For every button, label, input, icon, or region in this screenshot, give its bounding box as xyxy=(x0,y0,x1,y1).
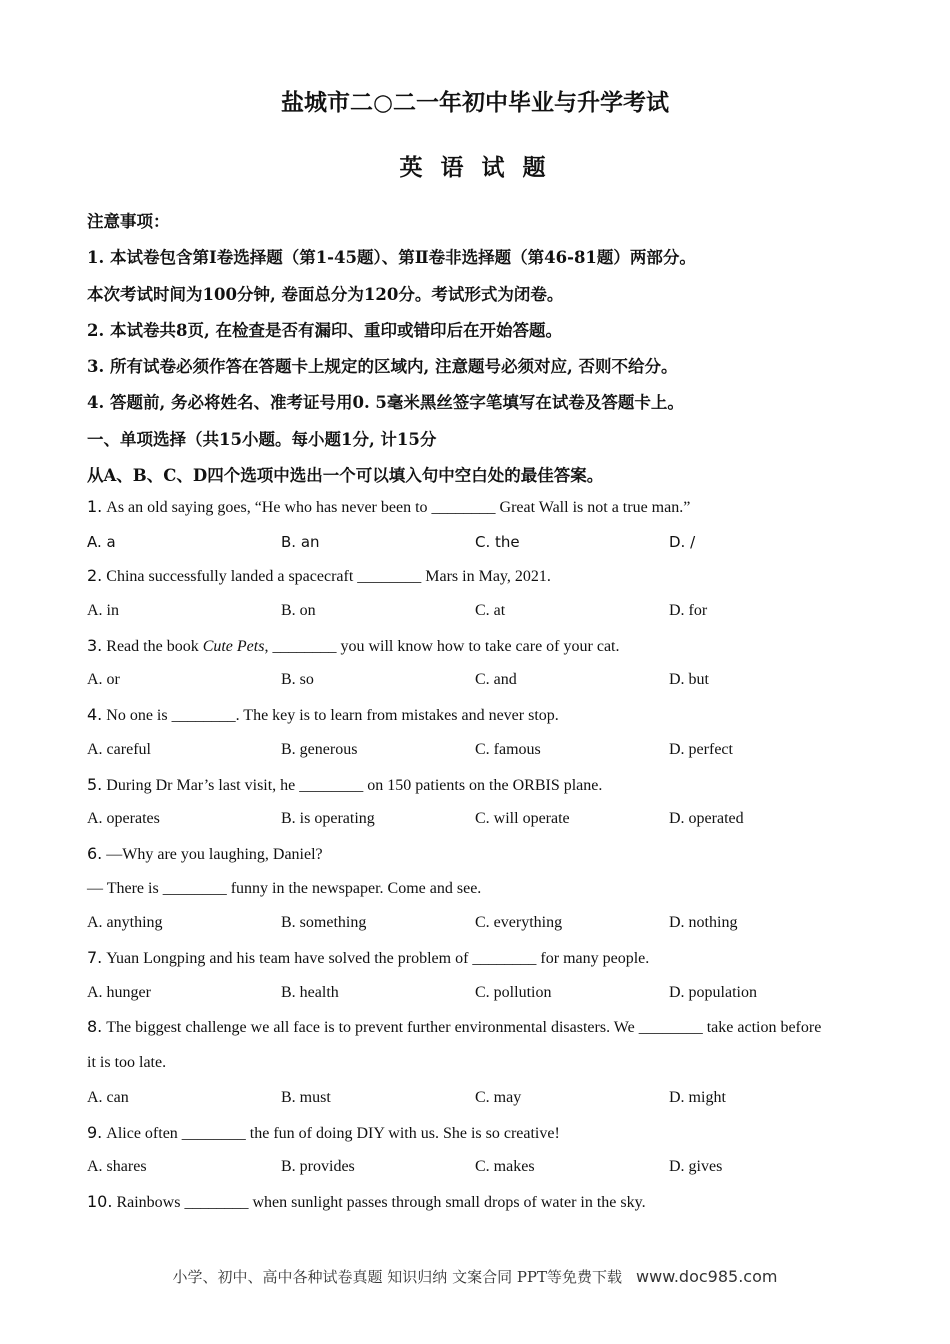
option-a: A. can xyxy=(87,1089,129,1106)
question-text: it is too late. xyxy=(87,1054,167,1072)
option-b: B. provides xyxy=(281,1158,355,1176)
question-number: 1. xyxy=(87,497,103,516)
note-line: 3. 所有试卷必须作答在答题卡上规定的区域内, 注意题号必须对应, 否则不给分。 xyxy=(87,357,678,377)
options-1 xyxy=(87,525,877,560)
options-7 xyxy=(87,976,877,1011)
question-3 xyxy=(87,629,877,664)
options-9 xyxy=(87,1150,877,1185)
question-6-line-2 xyxy=(87,872,877,907)
option-d: D. gives xyxy=(669,1158,723,1176)
question-text: The biggest challenge we all face is to prevent further environmental disasters. We ________ take action before xyxy=(106,1019,822,1037)
note-line: 2. 本试卷共8页, 在检查是否有漏印、重印或错印后在开始答题。 xyxy=(87,320,562,340)
question-9 xyxy=(87,1116,877,1151)
question-number: 8. xyxy=(87,1017,103,1037)
question-text: As an old saying goes, “He who has never been to ________ Great Wall is not a true man.” xyxy=(106,499,691,516)
question-text: No one is ________. The key is to learn from mistakes and never stop. xyxy=(106,707,559,725)
footer-url: www.doc985.com xyxy=(636,1267,778,1286)
section-instruction: 从A、B、C、D四个选项中选出一个可以填入句中空白处的最佳答案。 xyxy=(87,466,604,486)
question-2 xyxy=(87,559,877,594)
option-d: D. / xyxy=(669,532,696,551)
option-b: B. generous xyxy=(281,740,358,758)
question-number: 7. xyxy=(87,947,103,967)
options-8 xyxy=(87,1081,877,1116)
option-b: B. must xyxy=(281,1089,331,1106)
question-number: 9. xyxy=(87,1122,103,1142)
question-text: Alice often ________ the fun of doing DIY with us. She is so creative! xyxy=(106,1124,560,1142)
question-5 xyxy=(87,768,877,803)
option-c: C. the xyxy=(475,532,520,551)
exam-title: 盐城市二○二一年初中毕业与升学考试 xyxy=(280,89,670,116)
question-8 xyxy=(87,1010,877,1046)
question-7 xyxy=(87,941,877,976)
options-6 xyxy=(87,906,877,941)
question-text: Rainbows ________ when sunlight passes through small drops of water in the sky. xyxy=(116,1194,646,1212)
option-d: D. perfect xyxy=(669,740,733,758)
notes-heading: 注意事项： xyxy=(87,212,170,231)
option-d: D. nothing xyxy=(669,914,738,932)
question-text: During Dr Mar’s last visit, he ________ on 150 patients on the ORBIS plane. xyxy=(106,776,603,794)
options-4 xyxy=(87,733,877,768)
page-footer xyxy=(0,1266,950,1287)
option-b: B. health xyxy=(281,983,339,1001)
option-c: C. at xyxy=(475,602,506,620)
question-text-pre: Read the book xyxy=(106,637,203,655)
question-list xyxy=(87,490,877,1220)
exam-subtitle: 英 语 试 题 xyxy=(399,154,551,181)
option-a: A. in xyxy=(87,602,119,620)
option-a: A. shares xyxy=(87,1158,147,1176)
option-c: C. makes xyxy=(475,1158,535,1176)
options-5 xyxy=(87,802,877,837)
option-a: A. hunger xyxy=(87,983,151,1001)
option-b: B. is operating xyxy=(281,810,375,828)
footer-text: 小学、初中、高中各种试卷真题 知识归纳 文案合同 PPT等免费下载 xyxy=(172,1268,623,1286)
option-d: D. but xyxy=(669,671,709,689)
question-4 xyxy=(87,698,877,733)
option-a: A. a xyxy=(87,532,116,551)
question-8-line-2 xyxy=(87,1046,877,1081)
option-a: A. careful xyxy=(87,740,151,758)
question-1 xyxy=(87,490,877,525)
option-c: C. may xyxy=(475,1089,522,1106)
question-text: —Why are you laughing, Daniel? xyxy=(106,845,323,863)
option-c: C. will operate xyxy=(475,810,570,828)
question-number: 6. xyxy=(87,843,103,863)
option-c: C. and xyxy=(475,671,517,689)
question-number: 5. xyxy=(87,774,103,794)
options-2 xyxy=(87,594,877,629)
note-line: 1. 本试卷包含第Ⅰ卷选择题（第1-45题）、第Ⅱ卷非选择题（第46-81题）两部分。 xyxy=(87,248,696,268)
book-title: Cute Pets xyxy=(202,637,265,655)
option-d: D. might xyxy=(669,1089,726,1106)
option-a: A. or xyxy=(87,671,120,689)
section-heading: 一、单项选择（共15小题。每小题1分, 计15分 xyxy=(87,429,437,449)
note-line: 本次考试时间为100分钟, 卷面总分为120分。考试形式为闭卷。 xyxy=(87,284,564,304)
option-b: B. an xyxy=(281,532,320,551)
question-text: — There is ________ funny in the newspaper. Come and see. xyxy=(87,879,482,897)
instructions xyxy=(87,204,887,494)
option-a: A. operates xyxy=(87,810,160,828)
option-d: D. population xyxy=(669,983,757,1001)
option-b: B. so xyxy=(281,671,314,689)
option-d: D. for xyxy=(669,602,708,620)
option-d: D. operated xyxy=(669,810,744,828)
question-10 xyxy=(87,1185,877,1220)
question-text: Yuan Longping and his team have solved the problem of ________ for many people. xyxy=(106,949,650,967)
question-text: China successfully landed a spacecraft ________ Mars in May, 2021. xyxy=(106,568,551,586)
question-6 xyxy=(87,837,877,872)
option-c: C. pollution xyxy=(475,983,552,1001)
question-number: 3. xyxy=(87,635,103,655)
option-c: C. everything xyxy=(475,914,563,932)
option-a: A. anything xyxy=(87,914,163,932)
option-b: B. something xyxy=(281,914,367,932)
option-b: B. on xyxy=(281,602,316,620)
options-3 xyxy=(87,663,877,698)
question-number: 2. xyxy=(87,566,103,586)
question-number: 10. xyxy=(87,1192,113,1212)
note-line: 4. 答题前, 务必将姓名、准考证号用0. 5毫米黑丝签字笔填写在试卷及答题卡上。 xyxy=(87,393,684,413)
option-c: C. famous xyxy=(475,740,541,758)
question-number: 4. xyxy=(87,705,103,725)
question-text-post: , ________ you will know how to take care of your cat. xyxy=(264,637,620,655)
